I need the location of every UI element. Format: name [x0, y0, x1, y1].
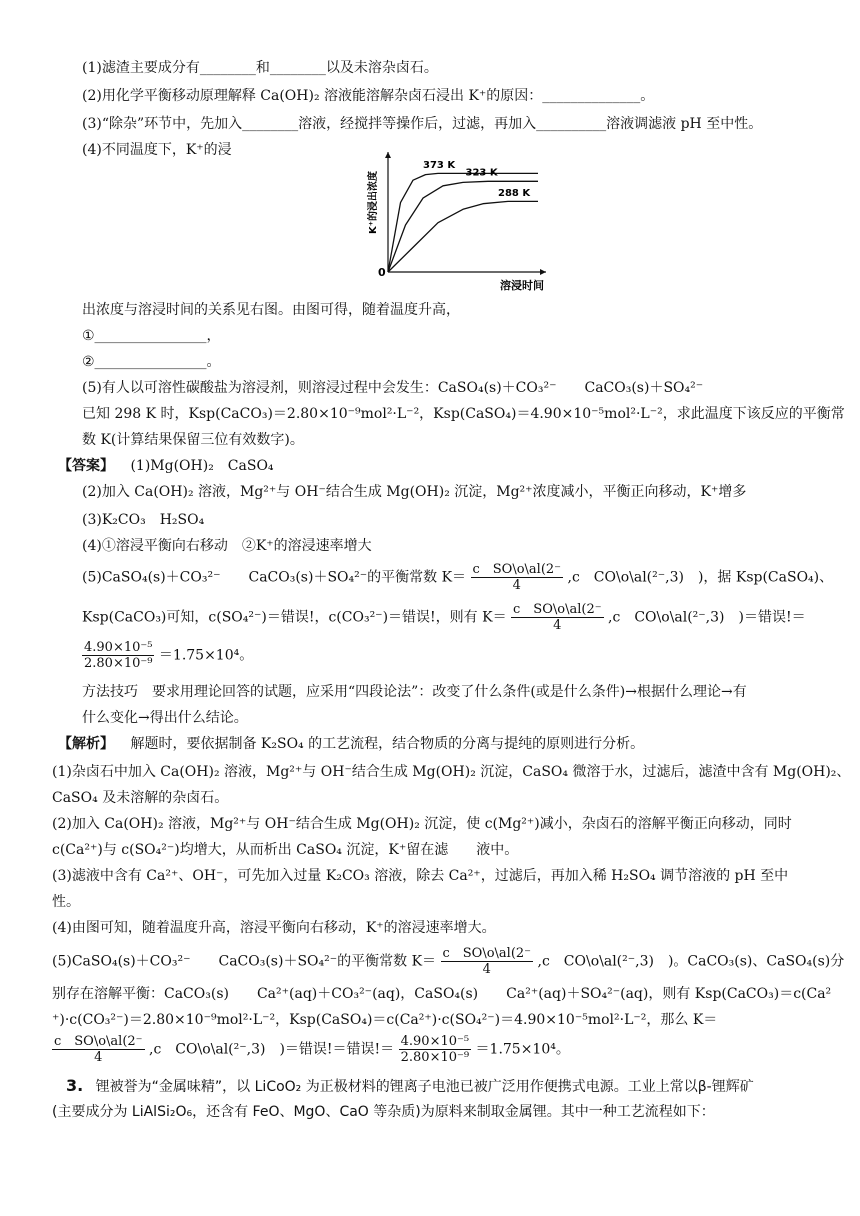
answer-1: (1)Mg(OH)₂ CaSO₄ [130, 458, 274, 474]
answer-5-line-3 [82, 640, 253, 671]
series-label-323-K: 323 K [465, 167, 498, 179]
y-axis-label: K⁺的浸出浓度 [368, 170, 379, 234]
analysis-4: (4)由图可知，随着温度升高，溶浸平衡向右移动，K⁺的溶浸速率增大。 [52, 920, 496, 936]
question-4-continued: 出浓度与溶浸时间的关系见右图。由图可得，随着温度升高， [82, 302, 460, 318]
analysis-5-k-expr: ,c CO\o\al(²⁻,3) )＝错误!＝错误!＝ [149, 1041, 395, 1058]
fraction-numerator: c SO\o\al(2⁻ [513, 602, 602, 617]
analysis-5-line-4 [52, 1034, 570, 1065]
analysis-3b: 性。 [52, 894, 80, 910]
fraction-denominator: 4 [512, 578, 521, 593]
answer-2: (2)加入 Ca(OH)₂ 溶液，Mg²⁺与 OH⁻结合生成 Mg(OH)₂ 沉淀，Mg²⁺浓度减小，平衡正向移动，K⁺增多 [82, 484, 747, 500]
question-4-start: (4)不同温度下，K⁺的浸 [82, 142, 232, 158]
answer-5-line-2 [82, 602, 806, 633]
question-4-blank-2: ②________________。 [82, 354, 221, 370]
y-axis-arrow [385, 152, 391, 158]
analysis-5-equation: (5)CaSO₄(s)＋CO₃²⁻ CaCO₃(s)＋SO₄²⁻的平衡常数 K＝ [52, 953, 437, 970]
answer-3: (3)K₂CO₃ H₂SO₄ [82, 512, 205, 528]
answer-5-equation: (5)CaSO₄(s)＋CO₃²⁻ CaCO₃(s)＋SO₄²⁻的平衡常数 K＝ [82, 569, 467, 586]
analysis-5-line-1 [52, 946, 844, 977]
question-1: (1)滤渣主要成分有________和________以及未溶杂卤石。 [82, 60, 438, 76]
answer-5-ksp-ref: ,c CO\o\al(²⁻,3) )，据 Ksp(CaSO₄)、 [567, 569, 834, 586]
fraction-denominator: 4 [482, 962, 491, 977]
question-3: (3)“除杂”环节中，先加入________溶液，经搅拌等操作后，过滤，再加入__________溶液调滤液 pH 至中性。 [82, 116, 763, 132]
question-5-equation: (5)有人以可溶性碳酸盐为溶浸剂，则溶浸过程中会发生：CaSO₄(s)＋CO₃²⁻ CaCO₃(s)＋SO₄²⁻ [82, 380, 704, 396]
answer-5-conc: Ksp(CaCO₃)可知，c(SO₄²⁻)＝错误!，c(CO₃²⁻)＝错误!，则有 K＝ [82, 609, 507, 626]
analysis-1b: CaSO₄ 及未溶解的杂卤石。 [52, 790, 229, 806]
analysis-3a: (3)滤液中含有 Ca²⁺、OH⁻，可先加入过量 K₂CO₃ 溶液，除去 Ca²⁺，过滤后，再加入稀 H₂SO₄ 调节溶液的 pH 至中 [52, 868, 789, 884]
analysis-5-fraction [441, 946, 534, 977]
method-tip-2: 什么变化→得出什么结论。 [82, 710, 248, 726]
question-2: (2)用化学平衡移动原理解释 Ca(OH)₂ 溶液能溶解杂卤石浸出 K⁺的原因：______________。 [82, 88, 655, 104]
answer-5-k-expr: ,c CO\o\al(²⁻,3) )＝错误!＝ [608, 609, 806, 626]
fraction-numerator: 4.90×10⁻⁵ [84, 640, 153, 655]
fraction-numerator: c SO\o\al(2⁻ [54, 1034, 143, 1049]
question-3-line-1: 锂被誉为“金属味精”，以 LiCoO₂ 为正极材料的锂离子电池已被广泛用作便携式电源。工业上常以β-锂辉矿 [95, 1079, 754, 1095]
analysis-1a: (1)杂卤石中加入 Ca(OH)₂ 溶液，Mg²⁺与 OH⁻结合生成 Mg(OH)₂ 沉淀，CaSO₄ 微溶于水，过滤后，滤渣中含有 Mg(OH)₂、 [52, 764, 851, 780]
method-tip: 方法技巧 要求用理论回答的试题，应采用“四段论法”：改变了什么条件(或是什么条件)→根据什么理论→有 [82, 684, 747, 700]
fraction-numerator: 4.90×10⁻⁵ [400, 1034, 470, 1049]
x-axis-label: 溶浸时间 [500, 279, 544, 292]
answer-5-line-1 [82, 562, 833, 593]
answer-4: (4)①溶浸平衡向右移动 ②K⁺的溶浸速率增大 [82, 538, 372, 554]
analysis-block [58, 734, 644, 754]
series-label-288-K: 288 K [498, 187, 531, 199]
answer-5-fraction [471, 562, 564, 593]
question-4-blank-1: ①________________， [82, 328, 221, 344]
fraction-denominator: 4 [553, 618, 562, 633]
answer-5-value-fraction [82, 640, 154, 671]
answer-label: 【答案】 [58, 458, 114, 474]
fraction-denominator: 4 [94, 1050, 103, 1065]
analysis-2b: c(Ca²⁺)与 c(SO₄²⁻)均增大，从而析出 CaSO₄ 沉淀，K⁺留在滤 液中。 [52, 842, 519, 858]
fraction-denominator: 2.80×10⁻⁹ [400, 1050, 470, 1065]
question-5-ksp: 已知 298 K 时，Ksp(CaCO₃)＝2.80×10⁻⁹mol²·L⁻²，Ksp(CaSO₄)＝4.90×10⁻⁵mol²·L⁻²，求此温度下该反应的平衡常 [82, 406, 845, 422]
analysis-5-line-2: 别存在溶解平衡：CaCO₃(s) Ca²⁺(aq)＋CO₃²⁻(aq)，CaSO₄(s) Ca²⁺(aq)＋SO₄²⁻(aq)，则有 Ksp(CaCO₃)＝c(Ca² [52, 986, 832, 1002]
series-label-373-K: 373 K [423, 159, 456, 171]
leaching-concentration-chart [360, 150, 550, 295]
question-3-next [66, 1076, 754, 1097]
fraction-denominator: 2.80×10⁻⁹ [84, 656, 153, 671]
answer-5-fraction-2 [511, 602, 604, 633]
question-5-tail: 数 K(计算结果保留三位有效数字)。 [82, 432, 304, 448]
series-line-288-K [388, 201, 538, 272]
origin-label: 0 [378, 266, 386, 279]
analysis-5-line-3: ⁺)·c(CO₃²⁻)＝2.80×10⁻⁹mol²·L⁻²，Ksp(CaSO₄)＝c(Ca²⁺)·c(SO₄²⁻)＝4.90×10⁻⁵mol²·L⁻²，那么 K＝ [52, 1012, 718, 1028]
x-axis-arrow [540, 269, 546, 275]
fraction-numerator: c SO\o\al(2⁻ [472, 562, 562, 577]
analysis-5-fraction-2 [52, 1034, 145, 1065]
fraction-numerator: c SO\o\al(2⁻ [442, 946, 532, 961]
analysis-2a: (2)加入 Ca(OH)₂ 溶液，Mg²⁺与 OH⁻结合生成 Mg(OH)₂ 沉淀，使 c(Mg²⁺)减小，杂卤石的溶解平衡正向移动，同时 [52, 816, 792, 832]
answer-block [58, 456, 274, 476]
analysis-intro: 解题时，要依据制备 K₂SO₄ 的工艺流程，结合物质的分离与提纯的原则进行分析。 [130, 736, 645, 752]
question-3-line-2: (主要成分为 LiAlSi₂O₆，还含有 FeO、MgO、CaO 等杂质)为原料来制取金属锂。其中一种工艺流程如下： [52, 1104, 715, 1120]
answer-5-result: ＝1.75×10⁴。 [158, 647, 254, 664]
analysis-label: 【解析】 [58, 736, 114, 752]
analysis-5-value-fraction [399, 1034, 471, 1065]
question-number: 3. [66, 1076, 84, 1095]
analysis-5-result: ＝1.75×10⁴。 [475, 1041, 570, 1058]
analysis-5-tail: ,c CO\o\al(²⁻,3) )。CaCO₃(s)、CaSO₄(s)分 [537, 953, 845, 970]
